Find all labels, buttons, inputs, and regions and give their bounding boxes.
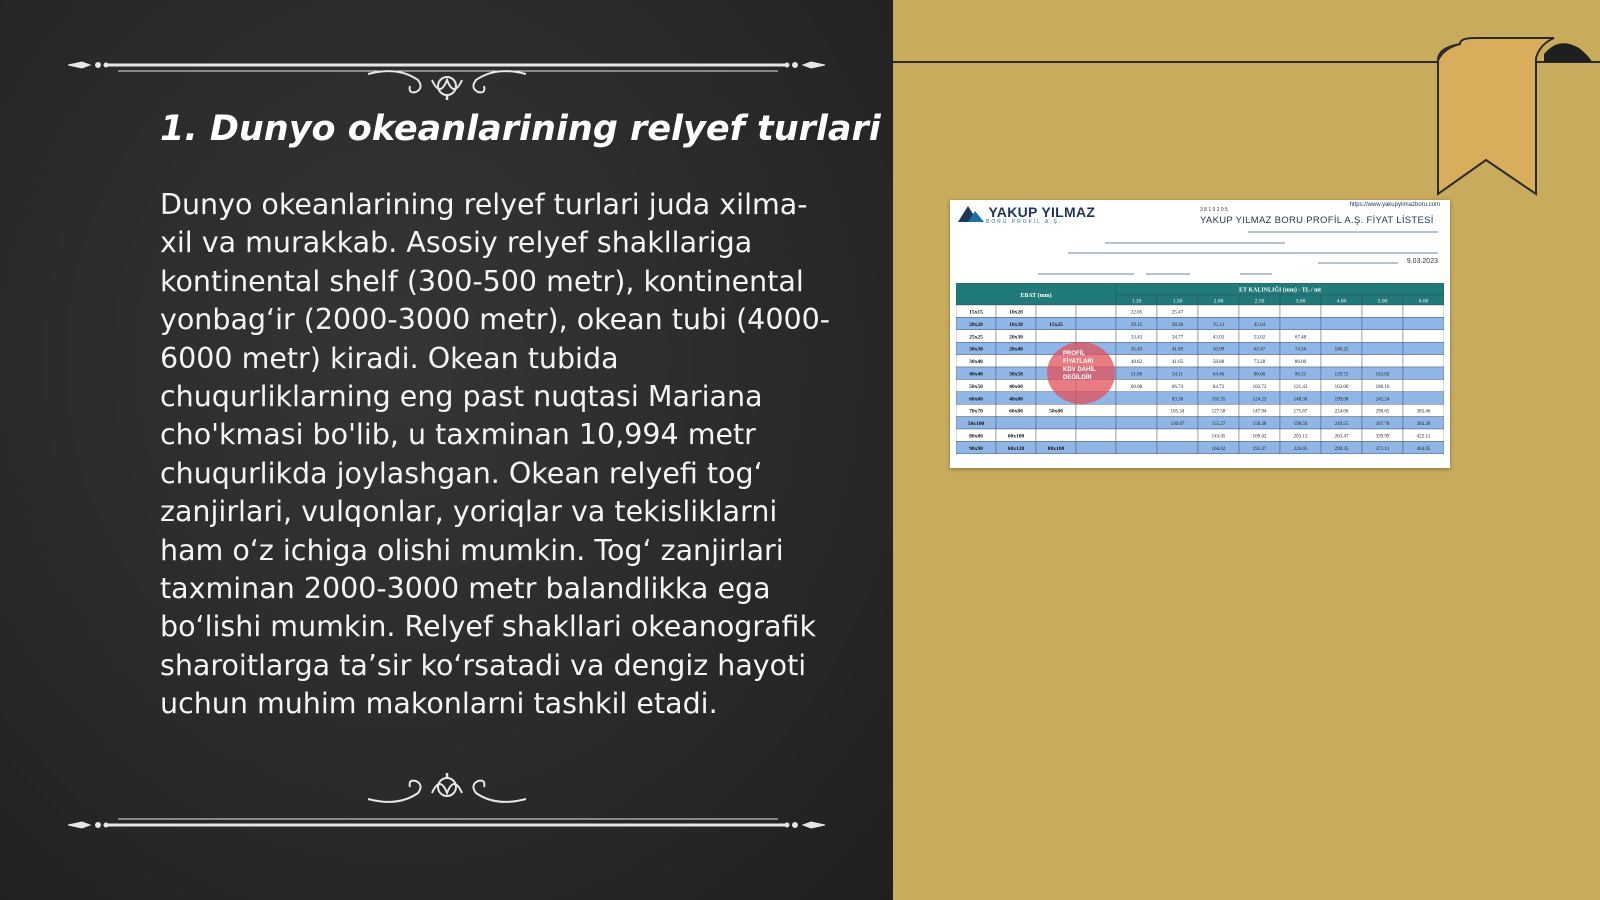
price-value: 129.72 (1334, 372, 1349, 378)
size-cell (1036, 330, 1076, 342)
price-value: 62.47 (1253, 347, 1266, 353)
size-label: 40x40 (969, 371, 983, 378)
price-value: 169.42 (1252, 434, 1267, 440)
size-cell (1076, 417, 1116, 429)
size-label: 50x80 (1049, 408, 1063, 415)
price-cell (1116, 441, 1157, 453)
price-cell (1280, 317, 1321, 329)
price-value: 124.23 (1252, 397, 1267, 403)
price-value: 422.11 (1416, 434, 1431, 440)
price-value: 307.78 (1375, 422, 1390, 428)
price-value: 35.13 (1212, 322, 1225, 328)
price-cell (1403, 392, 1444, 404)
price-value: 43.03 (1212, 335, 1225, 341)
price-value: 41.65 (1171, 360, 1184, 366)
price-value: 339.99 (1375, 434, 1390, 440)
price-value: 163.02 (1375, 372, 1390, 378)
price-value: 33.43 (1130, 335, 1143, 341)
price-cell (1362, 355, 1403, 367)
price-value: 180.16 (1375, 384, 1390, 390)
price-value: 164.62 (1211, 446, 1226, 452)
size-cell (1076, 317, 1116, 329)
price-value: 143.45 (1211, 434, 1226, 440)
thickness-header-label: 2.50 (1254, 298, 1265, 305)
price-value: 35.43 (1130, 347, 1143, 353)
price-cell (1116, 417, 1157, 429)
slide-body-text: Dunyo okeanlarining relyef turlari juda xilma-xil va murakkab. Asosiy relyef shakllariga kontinental shelf (300-500 metr), kontinental yonbag‘ir (2000-3000 metr), okean tubi (4000-6000 metr) kiradi. Okean tubida chuqurliklarning eng past nuqtasi Mariana cho'kmasi bo'lib, u taxminan 10,994 metr chuqurlikda joylashgan. Okean relyefi tog‘ zanjirlari, vulqonlar, yoriqlar va tekisliklarni ham o‘z ichiga olishi mumkin. Tog‘ zanjirlari taxminan 2000-3000 metr balandlikka ega bo‘lishi mumkin. Relyef shakllari okeanografik sharoitlarga ta’sir ko‘rsatadi va dengiz hayoti uchun muhim makonlarni tashkil etadi. (160, 188, 831, 721)
price-cell (1403, 379, 1444, 391)
price-value: 175.67 (1293, 409, 1308, 415)
price-value: 203.13 (1293, 434, 1308, 440)
size-cell (1076, 305, 1116, 317)
price-cell (1362, 330, 1403, 342)
size-label: 60x120 (1007, 445, 1025, 452)
size-label: 40x60 (1009, 383, 1023, 390)
price-value: 34.77 (1171, 335, 1184, 341)
size-cell (996, 417, 1036, 429)
price-value: 80.66 (1253, 372, 1266, 378)
table-header-right-label: ET KALINLIĞI (mm) - TL / mt (1238, 287, 1322, 294)
thickness-header-label: 6.00 (1418, 298, 1429, 305)
thickness-header-label: 1.50 (1172, 298, 1183, 305)
price-value: 130.87 (1170, 422, 1185, 428)
price-cell (1321, 330, 1362, 342)
price-cell (1403, 355, 1444, 367)
price-value: 29.15 (1130, 322, 1143, 328)
price-value: 105.34 (1170, 409, 1185, 415)
size-label: 25x25 (969, 334, 983, 341)
size-label: 60x60 (969, 396, 983, 403)
price-cell (1403, 367, 1444, 379)
price-cell (1157, 429, 1198, 441)
price-value: 163.00 (1334, 384, 1349, 390)
price-cell (1403, 342, 1444, 354)
price-value: 198.56 (1293, 422, 1308, 428)
size-label: 15x25 (1049, 321, 1063, 328)
price-value: 103.35 (1211, 397, 1226, 403)
size-cell (1076, 330, 1116, 342)
size-label: 70x70 (969, 408, 983, 415)
price-value: 158.48 (1252, 422, 1267, 428)
price-value: 41.89 (1171, 347, 1184, 353)
thickness-header-label: 2.00 (1213, 298, 1224, 305)
size-cell (1076, 429, 1116, 441)
price-cell (1321, 355, 1362, 367)
price-value: 28.28 (1171, 322, 1184, 328)
price-cell (1116, 392, 1157, 404)
price-cell (1157, 441, 1198, 453)
size-cell (1036, 429, 1076, 441)
price-value: 74.56 (1294, 347, 1307, 353)
price-value: 96.31 (1294, 372, 1307, 378)
thickness-header-label: 4.00 (1336, 298, 1347, 305)
price-value: 464.05 (1416, 446, 1431, 452)
price-value: 51.80 (1130, 372, 1143, 378)
thickness-header-label: 5.00 (1377, 298, 1388, 305)
price-cell (1403, 317, 1444, 329)
size-label: 30x50 (1009, 371, 1023, 378)
price-value: 22.05 (1130, 310, 1143, 316)
top-ornament (68, 40, 825, 100)
price-list-image (950, 200, 1450, 468)
size-label: 20x40 (1009, 346, 1023, 353)
price-value: 199.08 (1334, 397, 1349, 403)
price-value: 148.30 (1293, 397, 1308, 403)
price-value: 224.06 (1334, 409, 1349, 415)
price-value: 60.08 (1130, 384, 1143, 390)
price-value: 25.47 (1171, 310, 1184, 316)
price-cell (1116, 429, 1157, 441)
doc-code: 3 8 1 0 2 0 5 (1200, 207, 1228, 213)
size-cell (1036, 305, 1076, 317)
price-cell (1321, 305, 1362, 317)
company-logo (958, 204, 1095, 225)
price-value: 66.74 (1171, 384, 1184, 390)
company-brand: YAKUP YILMAZ (988, 204, 1096, 221)
size-label: 10x30 (1009, 321, 1023, 328)
price-cell (1280, 305, 1321, 317)
size-label: 80x100 (1047, 445, 1065, 452)
size-label: 60x80 (1009, 408, 1023, 415)
price-cell (1239, 305, 1280, 317)
price-cell (1198, 305, 1239, 317)
price-cell (1362, 305, 1403, 317)
size-label: 20x30 (1009, 334, 1023, 341)
size-label: 60x100 (1007, 433, 1025, 440)
thickness-header-label: 1.20 (1131, 298, 1142, 305)
size-cell (1076, 441, 1116, 453)
size-label: 20x20 (969, 321, 983, 328)
size-label: 10x20 (1009, 309, 1023, 316)
price-cell (1362, 342, 1403, 354)
size-label: 50x50 (969, 383, 983, 390)
price-cell (1403, 330, 1444, 342)
doc-date: 9.03.2023 (1406, 258, 1438, 265)
price-value: 73.28 (1253, 360, 1266, 366)
price-value: 84.73 (1212, 384, 1225, 390)
price-value: 249.55 (1334, 422, 1349, 428)
price-cell (1362, 317, 1403, 329)
price-cell (1116, 404, 1157, 416)
price-value: 100.25 (1334, 347, 1349, 353)
logo-mountain-icon (958, 204, 984, 222)
doc-heading: YAKUP YILMAZ BORU PROFİL A.Ş. FİYAT LİSTESİ (1200, 215, 1434, 226)
size-cell (996, 355, 1036, 367)
size-cell (1076, 404, 1116, 416)
price-value: 58.88 (1212, 360, 1225, 366)
price-value: 67.48 (1294, 335, 1307, 341)
size-label: 80x80 (969, 433, 983, 440)
table-header-left-label: EBAT (mm) (1020, 293, 1052, 299)
price-value: 383.46 (1416, 409, 1431, 415)
price-value: 127.58 (1211, 409, 1226, 415)
price-value: 371.11 (1375, 446, 1390, 452)
size-label: 30x40 (969, 359, 983, 366)
price-value: 384.28 (1416, 422, 1431, 428)
price-value: 155.27 (1211, 422, 1226, 428)
price-value: 103.72 (1252, 384, 1267, 390)
price-value: 226.05 (1293, 446, 1308, 452)
price-value: 48.82 (1130, 360, 1143, 366)
price-value: 263.47 (1334, 434, 1349, 440)
price-value: 53.02 (1253, 335, 1266, 341)
size-label: 15x15 (969, 309, 983, 316)
price-value: 45.04 (1253, 322, 1266, 328)
price-value: 83.36 (1171, 397, 1184, 403)
price-value: 147.94 (1252, 409, 1267, 415)
price-value: 86.00 (1294, 360, 1307, 366)
price-stamp-text: PROFİL FİYATLARI KDV DAHİL DEĞİLDİR (1063, 351, 1096, 381)
bottom-ornament (68, 773, 825, 833)
price-value: 193.47 (1252, 446, 1267, 452)
price-value: 245.24 (1375, 397, 1390, 403)
size-label: 90x90 (969, 445, 983, 452)
company-brand-sub: BORU PROFİL A.Ş. (986, 219, 1063, 226)
price-value: 290.65 (1375, 409, 1390, 415)
price-table (956, 283, 1444, 464)
size-cell (1036, 417, 1076, 429)
size-label: 40x80 (1009, 396, 1023, 403)
bookmark-ribbon (1434, 34, 1594, 204)
price-value: 299.35 (1334, 446, 1349, 452)
size-label: 30x30 (969, 346, 983, 353)
price-value: 64.46 (1212, 372, 1225, 378)
price-value: 121.43 (1293, 384, 1308, 390)
thickness-header-label: 3.00 (1295, 298, 1306, 305)
price-cell (1321, 317, 1362, 329)
price-cell (1403, 305, 1444, 317)
size-label: 50x100 (967, 421, 985, 428)
slide-title: 1. Dunyo okeanlarining relyef turlari (160, 109, 881, 149)
price-value: 54.11 (1171, 372, 1184, 378)
price-value: 50.99 (1212, 347, 1225, 353)
company-url: https://www.yakupyilmazboru.com (1349, 202, 1440, 208)
